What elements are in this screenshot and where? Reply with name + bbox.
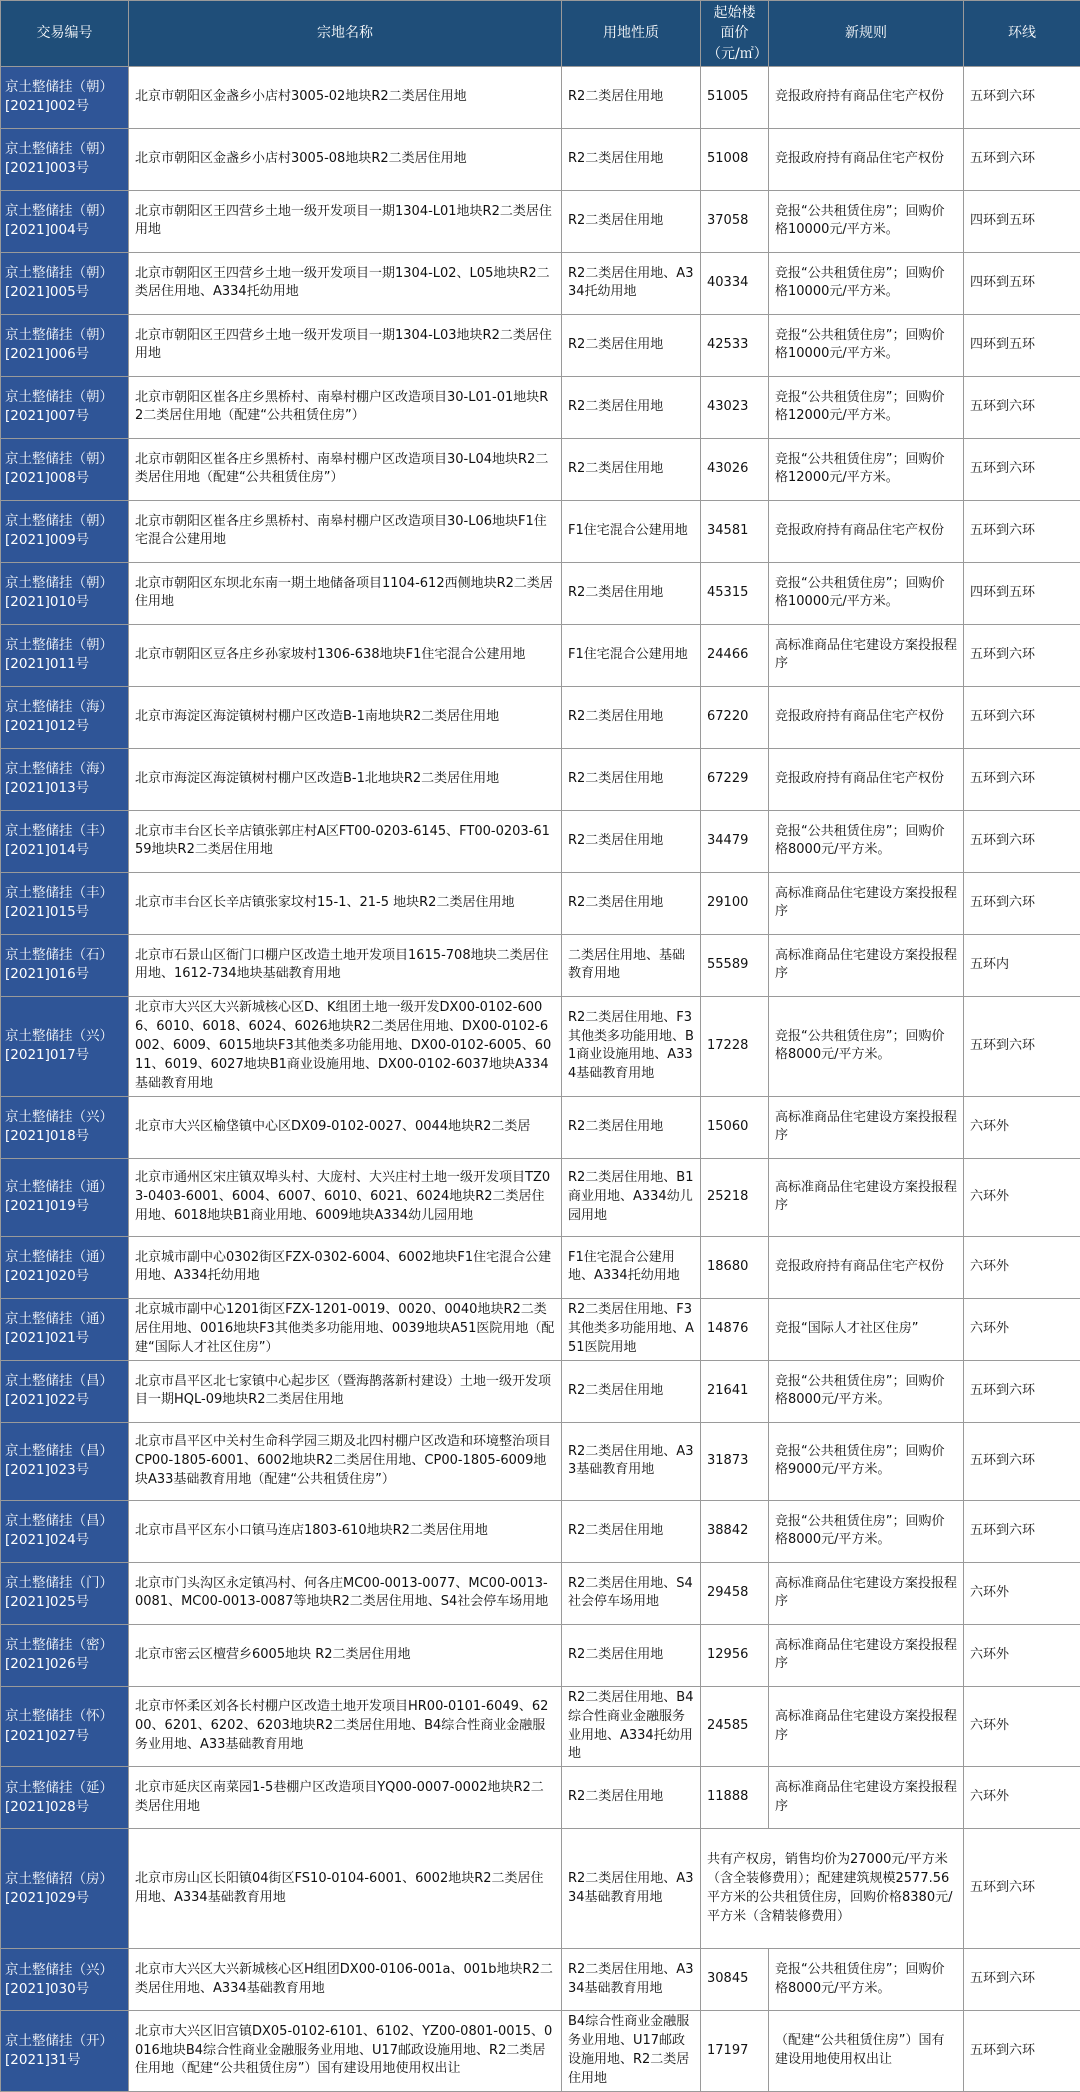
cell-transaction-id: 京土整储挂（兴）[2021]030号 [1,1949,129,2011]
table-row [1,2011,1080,2091]
cell-parcel-name: 北京市丰台区长辛店镇张家坟村15-1、21-5 地块R2二类居住用地 [129,872,562,934]
cell-land-use: R2二类居住用地、B4综合性商业金融服务业用地、A334托幼用地 [562,1686,701,1766]
cell-transaction-id: 京土整储挂（朝）[2021]004号 [1,190,129,252]
header-transaction-id: 交易编号 [1,1,129,67]
cell-transaction-id: 京土整储招（房）[2021]029号 [1,1829,129,1949]
table-row [1,1236,1080,1298]
cell-ring-road: 五环到六环 [964,1500,1080,1562]
cell-land-use: R2二类居住用地、S4社会停车场用地 [562,1562,701,1624]
cell-parcel-name: 北京市朝阳区金盏乡小店村3005-02地块R2二类居住用地 [129,66,562,128]
cell-transaction-id: 京土整储挂（朝）[2021]003号 [1,128,129,190]
cell-new-rule: 竞报“公共租赁住房”；回购价格10000元/平方米。 [769,562,964,624]
table-row [1,1829,1080,1949]
cell-transaction-id: 京土整储挂（昌）[2021]022号 [1,1360,129,1422]
cell-new-rule: 高标准商品住宅建设方案投报程序 [769,1624,964,1686]
table-header-row [1,1,1080,67]
cell-start-price: 45315 [701,562,769,624]
cell-start-price: 14876 [701,1298,769,1360]
cell-new-rule: 竞报“公共租赁住房”；回购价格8000元/平方米。 [769,1500,964,1562]
cell-ring-road: 五环到六环 [964,1949,1080,2011]
cell-land-use: R2二类居住用地 [562,438,701,500]
cell-start-price: 31873 [701,1422,769,1500]
cell-land-use: R2二类居住用地 [562,1624,701,1686]
table-row [1,376,1080,438]
cell-land-use: R2二类居住用地 [562,1767,701,1829]
cell-start-price: 30845 [701,1949,769,2011]
cell-new-rule: 竞报“公共租赁住房”；回购价格8000元/平方米。 [769,1949,964,2011]
cell-start-price: 21641 [701,1360,769,1422]
cell-start-price: 43026 [701,438,769,500]
cell-parcel-name: 北京城市副中心0302街区FZX-0302-6004、6002地块F1住宅混合公建用地、A334托幼用地 [129,1236,562,1298]
cell-land-use: R2二类居住用地 [562,190,701,252]
cell-start-price: 37058 [701,190,769,252]
cell-land-use: R2二类居住用地 [562,128,701,190]
cell-ring-road: 五环到六环 [964,748,1080,810]
cell-ring-road: 六环外 [964,1686,1080,1766]
cell-land-use: 二类居住用地、基础教育用地 [562,934,701,996]
cell-parcel-name: 北京市密云区檀营乡6005地块 R2二类居住用地 [129,1624,562,1686]
cell-ring-road: 六环外 [964,1298,1080,1360]
cell-parcel-name: 北京市大兴区大兴新城核心区D、K组团土地一级开发DX00-0102-6006、6010、6018、6024、6026地块R2二类居住用地、DX00-0102-6002、6009、6015地块F3其他类多功能用地、DX00-0102-6005、6011、6019、6027地块B1商业设施用地、DX00-0102-6037地块A334基础教育用地 [129,996,562,1096]
header-land-use: 用地性质 [562,1,701,67]
cell-ring-road: 五环到六环 [964,810,1080,872]
table-row [1,872,1080,934]
cell-parcel-name: 北京市朝阳区金盏乡小店村3005-08地块R2二类居住用地 [129,128,562,190]
cell-parcel-name: 北京市通州区宋庄镇双埠头村、大庞村、大兴庄村土地一级开发项目TZ03-0403-6001、6004、6007、6010、6021、6024地块R2二类居住用地、6018地块B1商业用地、6009地块A334幼儿园用地 [129,1158,562,1236]
table-row [1,1360,1080,1422]
cell-new-rule: 高标准商品住宅建设方案投报程序 [769,1767,964,1829]
cell-new-rule: 竞报“公共租赁住房”；回购价格12000元/平方米。 [769,438,964,500]
table-row [1,190,1080,252]
table-row [1,1767,1080,1829]
cell-new-rule: 高标准商品住宅建设方案投报程序 [769,1562,964,1624]
cell-ring-road: 五环到六环 [964,2011,1080,2091]
cell-start-price: 51005 [701,66,769,128]
cell-ring-road: 五环到六环 [964,624,1080,686]
cell-land-use: R2二类居住用地 [562,1096,701,1158]
cell-start-price: 34581 [701,500,769,562]
cell-transaction-id: 京土整储挂（石）[2021]016号 [1,934,129,996]
table-row [1,438,1080,500]
cell-ring-road: 五环到六环 [964,376,1080,438]
cell-ring-road: 五环到六环 [964,128,1080,190]
cell-start-price: 67220 [701,686,769,748]
cell-start-price: 12956 [701,1624,769,1686]
cell-transaction-id: 京土整储挂（朝）[2021]007号 [1,376,129,438]
cell-ring-road: 五环到六环 [964,438,1080,500]
cell-ring-road: 五环到六环 [964,500,1080,562]
cell-ring-road: 六环外 [964,1158,1080,1236]
cell-parcel-name: 北京市大兴区旧宫镇DX05-0102-6101、6102、YZ00-0801-0015、0016地块B4综合性商业金融服务业用地、U17邮政设施用地、R2二类居住用地（配建“公共租赁住房”）国有建设用地使用权出让 [129,2011,562,2091]
cell-parcel-name: 北京市海淀区海淀镇树村棚户区改造B-1南地块R2二类居住用地 [129,686,562,748]
cell-transaction-id: 京土整储挂（朝）[2021]006号 [1,314,129,376]
cell-parcel-name: 北京市延庆区南菜园1-5巷棚户区改造项目YQ00-0007-0002地块R2二类居住用地 [129,1767,562,1829]
cell-land-use: B4综合性商业金融服务业用地、U17邮政设施用地、R2二类居住用地 [562,2011,701,2091]
table-row [1,252,1080,314]
cell-new-rule: 竞报“公共租赁住房”；回购价格9000元/平方米。 [769,1422,964,1500]
header-ring-road: 环线 [964,1,1080,67]
cell-start-price: 17197 [701,2011,769,2091]
cell-land-use: R2二类居住用地 [562,686,701,748]
cell-new-rule: 竞报“公共租赁住房”；回购价格10000元/平方米。 [769,252,964,314]
cell-transaction-id: 京土整储挂（丰）[2021]015号 [1,872,129,934]
cell-transaction-id: 京土整储挂（兴）[2021]018号 [1,1096,129,1158]
cell-new-rule: 竞报“公共租赁住房”；回购价格12000元/平方米。 [769,376,964,438]
cell-transaction-id: 京土整储挂（密）[2021]026号 [1,1624,129,1686]
cell-ring-road: 四环到五环 [964,562,1080,624]
cell-ring-road: 四环到五环 [964,252,1080,314]
cell-transaction-id: 京土整储挂（朝）[2021]010号 [1,562,129,624]
cell-start-price: 43023 [701,376,769,438]
cell-land-use: R2二类居住用地 [562,314,701,376]
cell-land-use: R2二类居住用地 [562,562,701,624]
cell-transaction-id: 京土整储挂（昌）[2021]023号 [1,1422,129,1500]
cell-ring-road: 五环到六环 [964,996,1080,1096]
table-row [1,1422,1080,1500]
cell-transaction-id: 京土整储挂（朝）[2021]009号 [1,500,129,562]
cell-parcel-name: 北京市朝阳区崔各庄乡黑桥村、南皋村棚户区改造项目30-L01-01地块R2二类居住用地（配建“公共租赁住房”） [129,376,562,438]
cell-parcel-name: 北京市大兴区大兴新城核心区H组团DX00-0106-001a、001b地块R2二类居住用地、A334基础教育用地 [129,1949,562,2011]
cell-new-rule: （配建“公共租赁住房”）国有建设用地使用权出让 [769,2011,964,2091]
cell-parcel-name: 北京市怀柔区刘各长村棚户区改造土地开发项目HR00-0101-6049、6200、6201、6202、6203地块R2二类居住用地、B4综合性商业金融服务业用地、A33基础教育用地 [129,1686,562,1766]
cell-new-rule: 竞报“公共租赁住房”；回购价格8000元/平方米。 [769,810,964,872]
cell-land-use: R2二类居住用地 [562,1360,701,1422]
cell-parcel-name: 北京市门头沟区永定镇冯村、何各庄MC00-0013-0077、MC00-0013-0081、MC00-0013-0087等地块R2二类居住用地、S4社会停车场用地 [129,1562,562,1624]
cell-ring-road: 四环到五环 [964,190,1080,252]
cell-start-price: 38842 [701,1500,769,1562]
table-body [1,66,1080,2091]
cell-start-price: 17228 [701,996,769,1096]
cell-new-rule: 竞报“国际人才社区住房” [769,1298,964,1360]
cell-ring-road: 五环到六环 [964,872,1080,934]
cell-ring-road: 六环外 [964,1236,1080,1298]
cell-ring-road: 六环外 [964,1624,1080,1686]
cell-start-price: 55589 [701,934,769,996]
table-row [1,810,1080,872]
cell-ring-road: 五环到六环 [964,66,1080,128]
cell-land-use: R2二类居住用地 [562,872,701,934]
table-row [1,66,1080,128]
cell-land-use: R2二类居住用地、F3其他类多功能用地、B1商业设施用地、A334基础教育用地 [562,996,701,1096]
cell-new-rule: 高标准商品住宅建设方案投报程序 [769,624,964,686]
cell-land-use: R2二类居住用地、A334基础教育用地 [562,1829,701,1949]
cell-parcel-name: 北京市朝阳区东坝北东南一期土地储备项目1104-612西侧地块R2二类居住用地 [129,562,562,624]
cell-transaction-id: 京土整储挂（朝）[2021]005号 [1,252,129,314]
cell-transaction-id: 京土整储挂（通）[2021]020号 [1,1236,129,1298]
table-row [1,624,1080,686]
cell-parcel-name: 北京市朝阳区豆各庄乡孙家坡村1306-638地块F1住宅混合公建用地 [129,624,562,686]
cell-new-rule: 高标准商品住宅建设方案投报程序 [769,872,964,934]
table-row [1,748,1080,810]
cell-transaction-id: 京土整储挂（怀）[2021]027号 [1,1686,129,1766]
cell-start-price: 29100 [701,872,769,934]
cell-transaction-id: 京土整储挂（延）[2021]028号 [1,1767,129,1829]
cell-ring-road: 六环外 [964,1562,1080,1624]
cell-start-price: 15060 [701,1096,769,1158]
cell-transaction-id: 京土整储挂（开）[2021]31号 [1,2011,129,2091]
header-start-price: 起始楼面价（元/㎡） [701,1,769,67]
cell-parcel-name: 北京市朝阳区王四营乡土地一级开发项目一期1304-L02、L05地块R2二类居住用地、A334托幼用地 [129,252,562,314]
cell-parcel-name: 北京市丰台区长辛店镇张郭庄村A区FT00-0203-6145、FT00-0203-6159地块R2二类居住用地 [129,810,562,872]
cell-start-price: 29458 [701,1562,769,1624]
cell-ring-road: 五环到六环 [964,1360,1080,1422]
cell-parcel-name: 北京市昌平区北七家镇中心起步区（暨海鹊落新村建设）土地一级开发项目一期HQL-09地块R2二类居住用地 [129,1360,562,1422]
cell-ring-road: 四环到五环 [964,314,1080,376]
cell-start-price: 40334 [701,252,769,314]
cell-new-rule: 竞报政府持有商品住宅产权份 [769,500,964,562]
table-row [1,934,1080,996]
cell-transaction-id: 京土整储挂（丰）[2021]014号 [1,810,129,872]
cell-new-rule: 竞报政府持有商品住宅产权份 [769,686,964,748]
table-row [1,686,1080,748]
table-row [1,1096,1080,1158]
cell-ring-road: 六环外 [964,1767,1080,1829]
cell-land-use: R2二类居住用地、B1商业用地、A334幼儿园用地 [562,1158,701,1236]
cell-new-rule: 竞报政府持有商品住宅产权份 [769,748,964,810]
cell-land-use: R2二类居住用地、F3其他类多功能用地、A51医院用地 [562,1298,701,1360]
table-row [1,1158,1080,1236]
cell-transaction-id: 京土整储挂（昌）[2021]024号 [1,1500,129,1562]
table-row [1,1562,1080,1624]
cell-land-use: R2二类居住用地、A334托幼用地 [562,252,701,314]
cell-new-rule: 高标准商品住宅建设方案投报程序 [769,1096,964,1158]
cell-parcel-name: 北京市昌平区中关村生命科学园三期及北四村棚户区改造和环境整治项目CP00-1805-6001、6002地块R2二类居住用地、CP00-1805-6009地块A33基础教育用地（配建“公共租赁住房”） [129,1422,562,1500]
cell-land-use: F1住宅混合公建用地 [562,624,701,686]
cell-start-price: 18680 [701,1236,769,1298]
cell-start-price: 24585 [701,1686,769,1766]
table-row [1,1686,1080,1766]
cell-transaction-id: 京土整储挂（朝）[2021]008号 [1,438,129,500]
table-row [1,1298,1080,1360]
cell-start-price: 42533 [701,314,769,376]
cell-parcel-name: 北京市朝阳区崔各庄乡黑桥村、南皋村棚户区改造项目30-L04地块R2二类居住用地（配建“公共租赁住房”） [129,438,562,500]
table-row [1,1949,1080,2011]
table-row [1,314,1080,376]
cell-parcel-name: 北京市石景山区衙门口棚户区改造土地开发项目1615-708地块二类居住用地、1612-734地块基础教育用地 [129,934,562,996]
cell-land-use: R2二类居住用地 [562,810,701,872]
header-parcel-name: 宗地名称 [129,1,562,67]
cell-transaction-id: 京土整储挂（兴）[2021]017号 [1,996,129,1096]
cell-parcel-name: 北京市房山区长阳镇04街区FS10-0104-6001、6002地块R2二类居住用地、A334基础教育用地 [129,1829,562,1949]
cell-parcel-name: 北京市昌平区东小口镇马连店1803-610地块R2二类居住用地 [129,1500,562,1562]
cell-land-use: R2二类居住用地、A334基础教育用地 [562,1949,701,2011]
table-row [1,996,1080,1096]
cell-parcel-name: 北京市朝阳区王四营乡土地一级开发项目一期1304-L01地块R2二类居住用地 [129,190,562,252]
cell-start-price: 51008 [701,128,769,190]
cell-transaction-id: 京土整储挂（海）[2021]013号 [1,748,129,810]
cell-ring-road: 五环到六环 [964,1829,1080,1949]
table-row [1,1500,1080,1562]
cell-ring-road: 五环到六环 [964,686,1080,748]
cell-new-rule: 高标准商品住宅建设方案投报程序 [769,1686,964,1766]
header-new-rule: 新规则 [769,1,964,67]
table-row [1,1624,1080,1686]
cell-parcel-name: 北京市海淀区海淀镇树村棚户区改造B-1北地块R2二类居住用地 [129,748,562,810]
cell-new-rule: 竞报“公共租赁住房”；回购价格10000元/平方米。 [769,190,964,252]
cell-land-use: R2二类居住用地 [562,748,701,810]
cell-start-price: 11888 [701,1767,769,1829]
cell-new-rule: 竞报“公共租赁住房”；回购价格8000元/平方米。 [769,1360,964,1422]
cell-transaction-id: 京土整储挂（通）[2021]019号 [1,1158,129,1236]
table-row [1,562,1080,624]
table-row [1,500,1080,562]
cell-start-price: 34479 [701,810,769,872]
cell-transaction-id: 京土整储挂（海）[2021]012号 [1,686,129,748]
cell-parcel-name: 北京市朝阳区王四营乡土地一级开发项目一期1304-L03地块R2二类居住用地 [129,314,562,376]
cell-new-rule: 竞报“公共租赁住房”；回购价格10000元/平方米。 [769,314,964,376]
cell-land-use: R2二类居住用地、A33基础教育用地 [562,1422,701,1500]
cell-land-use: R2二类居住用地 [562,66,701,128]
cell-land-use: F1住宅混合公建用地、A334托幼用地 [562,1236,701,1298]
cell-start-price: 24466 [701,624,769,686]
cell-new-rule: 高标准商品住宅建设方案投报程序 [769,934,964,996]
cell-new-rule: 竞报政府持有商品住宅产权份 [769,66,964,128]
cell-transaction-id: 京土整储挂（朝）[2021]011号 [1,624,129,686]
cell-transaction-id: 京土整储挂（通）[2021]021号 [1,1298,129,1360]
cell-ring-road: 六环外 [964,1096,1080,1158]
cell-start-price: 67229 [701,748,769,810]
cell-parcel-name: 北京城市副中心1201街区FZX-1201-0019、0020、0040地块R2二类居住用地、0016地块F3其他类多功能用地、0039地块A51医院用地（配建“国际人才社区住房”） [129,1298,562,1360]
cell-parcel-name: 北京市大兴区榆垡镇中心区DX09-0102-0027、0044地块R2二类居 [129,1096,562,1158]
cell-new-rule: 竞报政府持有商品住宅产权份 [769,1236,964,1298]
cell-parcel-name: 北京市朝阳区崔各庄乡黑桥村、南皋村棚户区改造项目30-L06地块F1住宅混合公建用地 [129,500,562,562]
cell-new-rule: 竞报“公共租赁住房”；回购价格8000元/平方米。 [769,996,964,1096]
cell-transaction-id: 京土整储挂（朝）[2021]002号 [1,66,129,128]
cell-ring-road: 五环内 [964,934,1080,996]
cell-transaction-id: 京土整储挂（门）[2021]025号 [1,1562,129,1624]
cell-land-use: R2二类居住用地 [562,376,701,438]
cell-ring-road: 五环到六环 [964,1422,1080,1500]
cell-land-use: R2二类居住用地 [562,1500,701,1562]
table-row [1,128,1080,190]
cell-new-rule: 竞报政府持有商品住宅产权份 [769,128,964,190]
cell-start-price: 25218 [701,1158,769,1236]
cell-land-use: F1住宅混合公建用地 [562,500,701,562]
cell-start-price: 共有产权房，销售均价为27000元/平方米（含全装修费用）；配建建筑规模2577.56平方米的公共租赁住房，回购价格8380元/平方米（含精装修费用） [701,1829,964,1949]
cell-new-rule: 高标准商品住宅建设方案投报程序 [769,1158,964,1236]
